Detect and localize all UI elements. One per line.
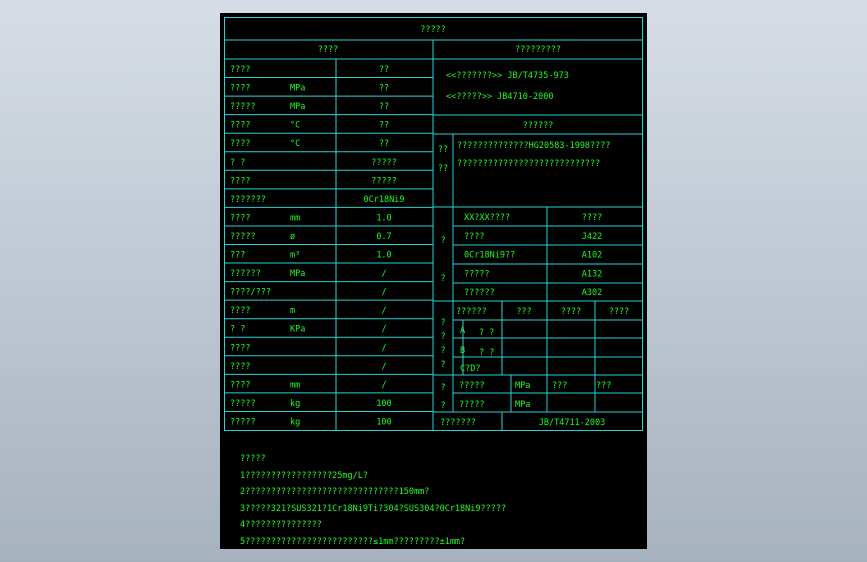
inspect-side-3: ? (440, 346, 446, 356)
spec-row-name: ???? (230, 120, 251, 131)
weld-side-2: ? (440, 274, 446, 284)
notes-heading: ????? (240, 454, 266, 464)
spec-row-unit: MPa (290, 83, 306, 94)
spec-row-value: ????? (371, 176, 397, 187)
note-4: 4??????????????? (240, 520, 322, 530)
spec-row-name: ???? (230, 343, 251, 354)
spec-row-value: 0.7 (376, 231, 392, 242)
spec-row-name: ???? (230, 380, 251, 391)
weld-row-value: ???? (581, 213, 603, 223)
inspect-header-4: ???? (608, 307, 630, 317)
spec-row-unit: kg (290, 398, 301, 409)
weld-row-value: A102 (581, 250, 603, 261)
spec-side-1: ?? (437, 145, 449, 155)
drawing-no-label: ??????? (440, 418, 476, 428)
spec-row-unit: m³ (290, 250, 301, 261)
notes-block (240, 451, 640, 550)
spec-row-unit: °C (290, 139, 301, 150)
spec-row-name: ????? (230, 231, 256, 242)
inspect-b: B (460, 346, 466, 356)
weld-row-value: A302 (581, 288, 603, 299)
spec-row-value: ?? (378, 65, 390, 75)
spec-row-value: 0Cr18Ni9 (363, 194, 405, 205)
drawing-no: JB/T4711-2003 (538, 418, 606, 428)
spec-text-1: ??????????????HG20583-1998???? (457, 141, 611, 151)
spec-row-name: ? ? (230, 324, 246, 335)
spec-row-value: / (381, 287, 387, 298)
spec-row-value: 1.0 (376, 213, 392, 224)
technical-data-table (224, 17, 643, 437)
weld-row-label: ?????? (464, 288, 495, 299)
spec-row-value: / (381, 306, 387, 317)
spec-row-unit: mm (290, 213, 301, 224)
note-3: 3?????321?SUS321?1Cr18Ni9Ti?304?SUS304?0Cr18Ni9????? (240, 503, 507, 514)
spec-row-unit: MPa (290, 269, 306, 280)
spec-row-unit: MPa (290, 102, 306, 113)
note-2: 2??????????????????????????????150mm? (240, 487, 430, 497)
spec-row-value: 100 (376, 398, 392, 409)
test-side-2: ? (440, 401, 446, 411)
spec-row-value: ?? (378, 120, 390, 131)
spec-row-name: ??????? (230, 194, 266, 205)
spec-row-name: ??? (230, 250, 246, 261)
spec-row-unit: m (290, 306, 296, 317)
right-header: ????????? (514, 45, 562, 55)
spec-row-name: ???? (230, 65, 251, 75)
spec-row-name: ???? (230, 83, 251, 94)
spec-row-unit: kg (290, 417, 301, 428)
spec-row-unit: KPa (290, 324, 306, 335)
spec-row-name: ?????? (230, 269, 261, 280)
standard-2: <<?????>> JB4710-2000 (446, 92, 554, 102)
note-5: 5?????????????????????????≤1mm?????????±1mm? (240, 536, 466, 547)
test-pressure-label: ????? (459, 381, 485, 391)
inspect-side-4: ? (440, 360, 446, 370)
spec-row-value: / (381, 361, 387, 372)
spec-side-2: ?? (437, 164, 449, 174)
table-title: ????? (420, 25, 446, 35)
spec-row-name: ????? (230, 102, 256, 113)
weld-row-label: ???? (464, 231, 485, 242)
section-heading: ?????? (522, 121, 554, 131)
spec-row-value: ?? (378, 139, 390, 150)
spec-row-name: ???? (230, 306, 251, 317)
spec-row-value: / (381, 343, 387, 354)
test-pressure-unit: MPa (515, 381, 531, 391)
weld-row-value: J422 (581, 231, 603, 242)
weld-row-label: ????? (464, 269, 490, 280)
spec-row-name: ????? (230, 398, 256, 409)
spec-text-2: ???????????????????????????? (457, 159, 601, 169)
spec-row-unit: ø (290, 231, 296, 242)
spec-row-name: ???? (230, 139, 251, 150)
spec-row-value: ????? (371, 157, 397, 168)
inspect-side-1: ? (440, 318, 446, 328)
note-1: 1?????????????????25mg/L? (240, 470, 368, 481)
inspect-b-val: ? ? (479, 348, 495, 358)
weld-side-1: ? (440, 236, 446, 246)
spec-row-name: ????? (230, 417, 256, 428)
drawing-sheet (220, 13, 647, 549)
inspect-a: A (460, 326, 466, 336)
spec-row-name: ???? (230, 176, 251, 187)
spec-row-name: ? ? (230, 157, 246, 168)
test-leak-unit: MPa (515, 400, 531, 410)
inspect-header-3: ???? (560, 307, 582, 317)
spec-row-unit: mm (290, 380, 301, 391)
left-header: ???? (317, 45, 339, 55)
test-leak-label: ????? (459, 400, 485, 410)
test-pressure-c4: ??? (596, 381, 612, 391)
inspect-cd: C?D? (460, 364, 481, 374)
test-side-1: ? (440, 383, 446, 393)
spec-row-value: / (381, 269, 387, 280)
spec-row-name: ????/??? (230, 287, 271, 298)
spec-row-value: / (381, 324, 387, 335)
spec-row-value: / (381, 380, 387, 391)
standard-1: <<???????>> JB/T4735-973 (446, 71, 569, 81)
weld-row-label: 0Cr18Ni9?? (464, 250, 516, 261)
spec-row-value: 1.0 (376, 250, 392, 261)
inspect-a-val: ? ? (479, 328, 495, 338)
weld-row-label: XX?XX???? (464, 213, 511, 223)
spec-row-value: 100 (376, 417, 392, 428)
spec-row-value: ?? (378, 83, 390, 94)
spec-row-name: ???? (230, 213, 251, 224)
spec-row-name: ???? (230, 361, 251, 372)
weld-row-value: A132 (581, 269, 603, 280)
spec-row-value: ?? (378, 102, 390, 113)
inspect-header-1: ?????? (456, 307, 487, 317)
inspect-header-2: ??? (516, 307, 532, 317)
spec-row-unit: °C (290, 120, 301, 131)
test-pressure-c3: ??? (552, 381, 568, 391)
inspect-side-2: ? (440, 332, 446, 342)
